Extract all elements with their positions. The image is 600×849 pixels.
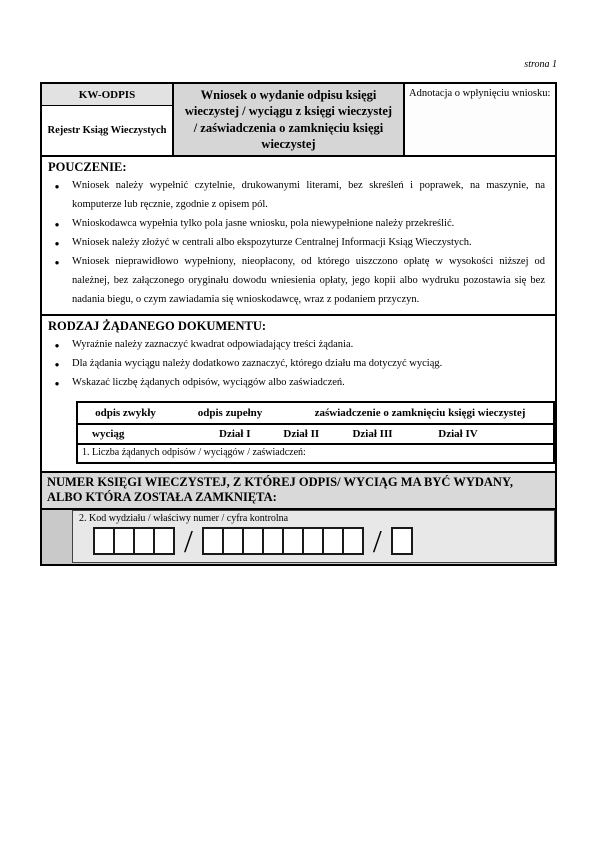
- number-box-cell[interactable]: [302, 527, 324, 555]
- instruction-text: Wskazać liczbę żądanych odpisów, wyciągów albo zaświadczeń.: [72, 377, 345, 389]
- number-box-cell[interactable]: [282, 527, 304, 555]
- number-box-cell[interactable]: [133, 527, 155, 555]
- option-dzial-2: Dział II: [283, 428, 320, 441]
- number-box-cell[interactable]: [391, 527, 413, 555]
- bullet-icon: ●: [54, 182, 60, 191]
- register-number-field-label: 2. Kod wydziału / właściwy numer / cyfra kontrolna: [79, 513, 289, 525]
- box-group: [93, 527, 175, 555]
- number-box-cell[interactable]: [153, 527, 175, 555]
- number-box-cell[interactable]: [113, 527, 135, 555]
- number-box-cell[interactable]: [242, 527, 264, 555]
- document-options-table: [76, 401, 555, 464]
- side-strip: [42, 510, 72, 564]
- number-box-cell[interactable]: [342, 527, 364, 555]
- instruction-item: [42, 253, 547, 310]
- bullet-icon: ●: [54, 219, 60, 229]
- section-document-type: [42, 316, 555, 473]
- option-wyciag: wyciąg: [92, 428, 125, 441]
- bullet-icon: ●: [54, 257, 60, 267]
- instruction-text: Wniosek należy złożyć w centrali albo ekspozyturze Centralnej Informacji Ksiąg Wieczystych.: [72, 236, 472, 248]
- instruction-text: Wniosek należy wypełnić czytelnie, drukowanymi literami, bez skreśleń i poprawek, na maszynie, na komputerze lub ręcznie, zgodnie z opisem pól.: [72, 180, 545, 210]
- box-group: [391, 527, 413, 555]
- form-header: [42, 84, 555, 157]
- bullet-icon: ●: [54, 238, 60, 248]
- document-type-heading: RODZAJ ŻĄDANEGO DOKUMENTU:: [48, 319, 267, 334]
- form-title: Wniosek o wydanie odpisu księgi wieczystej / wyciągu z księgi wieczystej / zaświadczenia o zamknięciu księgi wieczystej: [174, 84, 405, 155]
- option-dzial-1: Dział I: [219, 428, 251, 441]
- number-box-cell[interactable]: [262, 527, 284, 555]
- group-separator-icon: /: [184, 523, 193, 560]
- register-number-field: [72, 510, 555, 563]
- instruction-item: [42, 234, 547, 253]
- option-dzial-3: Dział III: [352, 428, 393, 441]
- requested-count-label: 1. Liczba żądanych odpisów / wyciągów / zaświadczeń:: [82, 447, 306, 459]
- instruction-item: [42, 177, 547, 215]
- kw-odpis-form: [40, 82, 557, 566]
- instruction-item: [42, 355, 547, 374]
- number-box-cell[interactable]: [322, 527, 344, 555]
- option-dzial-4: Dział IV: [438, 428, 478, 441]
- register-number-heading: NUMER KSIĘGI WIECZYSTEJ, Z KTÓREJ ODPIS/ WYCIĄG MA BYĆ WYDANY, ALBO KTÓRA ZOSTAŁA ZAMKNIĘTA:: [42, 473, 555, 510]
- page-number-label: strona 1: [524, 59, 557, 70]
- instruction-item: [42, 374, 547, 393]
- document-type-list: [42, 335, 555, 398]
- form-code-column: [42, 84, 174, 155]
- annotation-cell: [405, 84, 555, 155]
- bullet-icon: ●: [54, 341, 60, 351]
- options-row-1: [78, 403, 553, 423]
- requested-count-input[interactable]: [306, 447, 549, 462]
- group-separator-icon: /: [372, 523, 382, 560]
- option-zaswiadczenie: zaświadczenie o zamknięciu księgi wieczystej: [314, 407, 526, 420]
- instruction-item: [42, 336, 547, 355]
- section-instructions: [42, 157, 555, 316]
- number-box-cell[interactable]: [202, 527, 224, 555]
- bullet-icon: ●: [54, 360, 60, 370]
- instruction-text: Dla żądania wyciągu należy dodatkowo zaznaczyć, którego działu ma dotyczyć wyciąg.: [72, 358, 443, 370]
- instructions-heading: POUCZENIE:: [48, 160, 127, 174]
- instruction-text: Wnioskodawca wypełnia tylko pola jasne wniosku, pola niewypełnione należy przekreślić.: [72, 217, 455, 229]
- options-row-2: [78, 423, 553, 443]
- instruction-text: Wyraźnie należy zaznaczyć kwadrat odpowiadający treści żądania.: [72, 339, 354, 351]
- bullet-icon: ●: [54, 379, 60, 389]
- annotation-label: Adnotacja o wpłynięciu wniosku:: [409, 88, 551, 99]
- option-odpis-zwykly: odpis zwykły: [95, 407, 156, 420]
- instruction-item: [42, 215, 547, 234]
- form-code: KW-ODPIS: [42, 84, 172, 106]
- box-group: [202, 527, 364, 555]
- register-number-body: [42, 510, 555, 564]
- number-box-cell[interactable]: [222, 527, 244, 555]
- option-odpis-zupelny: odpis zupełny: [197, 407, 263, 420]
- section-register-number: [42, 473, 555, 564]
- requested-count-row: [78, 443, 553, 462]
- instructions-list: [42, 176, 555, 314]
- kw-number-boxes-row: [93, 523, 550, 560]
- number-box-cell[interactable]: [93, 527, 115, 555]
- instruction-text: Wniosek nieprawidłowo wypełniony, nieopłacony, od którego uiszczono opłatę w wysokości niższej od należnej, bez załączonego oryginału dowodu wniesienia opłaty, jego kopii albo wydruku pozostawia się bez nadania biegu, o czym zawiadamia się wnioskodawcę, wraz z podaniem przyczyn.: [72, 255, 545, 305]
- register-name: Rejestr Ksiąg Wieczystych: [42, 106, 172, 155]
